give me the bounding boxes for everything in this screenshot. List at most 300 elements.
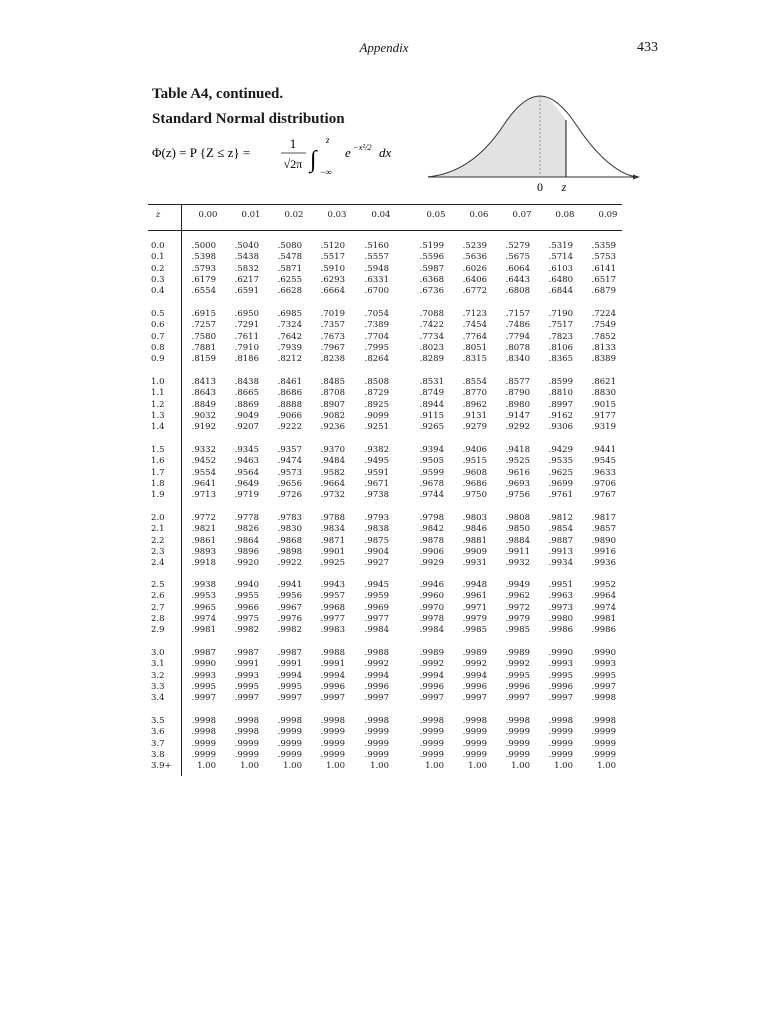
probability-cell: .7549 <box>591 320 616 331</box>
table-top-rule <box>148 204 622 205</box>
probability-cell: .7611 <box>234 331 259 342</box>
probability-column <box>305 648 345 704</box>
probability-cell: .9990 <box>591 648 616 658</box>
probability-cell: .9991 <box>320 659 345 670</box>
probability-column <box>447 309 487 365</box>
probability-cell: .9616 <box>505 467 530 478</box>
probability-cell: .9474 <box>277 456 302 467</box>
probability-cell: .6293 <box>320 274 345 285</box>
page-number: 433 <box>637 40 658 55</box>
probability-cell: .8888 <box>277 399 302 410</box>
probability-cell: .9964 <box>591 591 616 602</box>
probability-cell: .9938 <box>191 580 216 590</box>
probability-cell: .7054 <box>364 309 389 319</box>
z-value: 2.2 <box>151 535 165 546</box>
probability-cell: .9953 <box>191 591 216 602</box>
probability-cell: .9382 <box>364 445 389 455</box>
z-value: 3.3 <box>151 681 165 692</box>
probability-cell: .8315 <box>462 354 487 365</box>
probability-cell: .9959 <box>364 591 389 602</box>
probability-cell: .9997 <box>277 693 302 704</box>
probability-cell: .9995 <box>277 681 302 692</box>
probability-cell: .9761 <box>548 490 573 501</box>
probability-cell: .8686 <box>277 388 302 399</box>
probability-column <box>404 241 444 297</box>
probability-cell: .9995 <box>548 670 573 681</box>
probability-cell: .7324 <box>277 320 302 331</box>
probability-cell: .9971 <box>462 602 487 613</box>
probability-cell: .9850 <box>505 524 530 535</box>
column-header: 0.02 <box>284 210 304 220</box>
probability-cell: .9985 <box>462 625 487 636</box>
probability-cell: .9952 <box>591 580 616 590</box>
probability-cell: .9999 <box>548 738 573 749</box>
probability-cell: .8708 <box>320 388 345 399</box>
probability-cell: 1.00 <box>554 761 573 772</box>
probability-column <box>404 445 444 501</box>
probability-cell: .9968 <box>320 602 345 613</box>
z-value: 1.4 <box>151 422 165 433</box>
probability-cell: .7123 <box>462 309 487 319</box>
probability-cell: .8770 <box>462 388 487 399</box>
probability-cell: .9984 <box>364 625 389 636</box>
probability-cell: .9131 <box>462 410 487 421</box>
probability-cell: .7019 <box>320 309 345 319</box>
probability-cell: .9904 <box>364 546 389 557</box>
probability-cell: .9987 <box>277 648 302 658</box>
z-value: 2.9 <box>151 625 165 636</box>
probability-cell: .5517 <box>320 252 345 263</box>
probability-column <box>349 309 389 365</box>
table-title: Table A4, continued. <box>152 86 284 102</box>
probability-column <box>176 716 216 772</box>
probability-cell: .9987 <box>191 648 216 658</box>
probability-cell: .8729 <box>364 388 389 399</box>
probability-cell: .9878 <box>419 535 444 546</box>
probability-cell: .9999 <box>505 749 530 760</box>
probability-cell: .7704 <box>364 331 389 342</box>
probability-cell: .9989 <box>419 648 444 658</box>
z-value: 3.5 <box>151 716 165 726</box>
probability-column <box>349 241 389 297</box>
probability-cell: .9854 <box>548 524 573 535</box>
probability-cell: .9990 <box>548 648 573 658</box>
probability-cell: .5832 <box>234 263 259 274</box>
probability-cell: .9826 <box>234 524 259 535</box>
probability-cell: .8051 <box>462 342 487 353</box>
probability-cell: .7794 <box>505 331 530 342</box>
probability-cell: .9999 <box>462 738 487 749</box>
probability-cell: .9279 <box>462 422 487 433</box>
probability-cell: .9306 <box>548 422 573 433</box>
probability-column <box>447 445 487 501</box>
probability-cell: .9994 <box>419 670 444 681</box>
z-value: 1.5 <box>151 445 165 455</box>
probability-cell: .9999 <box>591 749 616 760</box>
probability-column <box>305 377 345 433</box>
probability-cell: .9965 <box>191 602 216 613</box>
probability-cell: .9916 <box>591 546 616 557</box>
probability-cell: .9893 <box>191 546 216 557</box>
probability-column <box>305 309 345 365</box>
probability-cell: .9803 <box>462 513 487 523</box>
probability-cell: .7967 <box>320 342 345 353</box>
probability-cell: .9992 <box>505 659 530 670</box>
probability-cell: .9941 <box>277 580 302 590</box>
probability-cell: .7357 <box>320 320 345 331</box>
probability-cell: .5636 <box>462 252 487 263</box>
probability-cell: .9994 <box>462 670 487 681</box>
probability-column <box>349 377 389 433</box>
probability-cell: .8790 <box>505 388 530 399</box>
probability-column <box>447 377 487 433</box>
probability-cell: .9998 <box>191 716 216 726</box>
probability-column <box>404 377 444 433</box>
probability-cell: .9997 <box>419 693 444 704</box>
probability-cell: .9906 <box>419 546 444 557</box>
axis-arrow <box>633 175 640 180</box>
probability-cell: .9887 <box>548 535 573 546</box>
probability-cell: .9999 <box>277 727 302 738</box>
probability-cell: .9495 <box>364 456 389 467</box>
probability-cell: .9864 <box>234 535 259 546</box>
probability-cell: .9918 <box>191 558 216 569</box>
probability-column <box>490 377 530 433</box>
probability-cell: .9686 <box>462 478 487 489</box>
probability-column <box>262 513 302 569</box>
probability-cell: .9319 <box>591 422 616 433</box>
probability-column <box>576 648 616 704</box>
probability-cell: .9699 <box>548 478 573 489</box>
probability-cell: .9996 <box>320 681 345 692</box>
probability-cell: .9991 <box>234 659 259 670</box>
probability-cell: .9998 <box>364 716 389 726</box>
probability-cell: .6554 <box>191 286 216 297</box>
probability-cell: .7995 <box>364 342 389 353</box>
probability-cell: .5398 <box>191 252 216 263</box>
probability-cell: .7823 <box>548 331 573 342</box>
probability-cell: .7734 <box>419 331 444 342</box>
probability-cell: .9535 <box>548 456 573 467</box>
probability-column <box>490 309 530 365</box>
shaded-area <box>428 96 566 177</box>
probability-column <box>176 580 216 636</box>
probability-cell: .6217 <box>234 274 259 285</box>
probability-cell: .9738 <box>364 490 389 501</box>
probability-cell: .9821 <box>191 524 216 535</box>
probability-cell: .7389 <box>364 320 389 331</box>
probability-cell: .9998 <box>591 716 616 726</box>
probability-cell: .9846 <box>462 524 487 535</box>
probability-cell: .9999 <box>419 749 444 760</box>
probability-column <box>305 445 345 501</box>
probability-cell: .9394 <box>419 445 444 455</box>
probability-column <box>533 445 573 501</box>
probability-cell: .9999 <box>364 749 389 760</box>
probability-cell: .9066 <box>277 410 302 421</box>
probability-cell: .8554 <box>462 377 487 387</box>
zero-label: 0 <box>537 180 543 194</box>
probability-cell: .5987 <box>419 263 444 274</box>
probability-cell: .8599 <box>548 377 573 387</box>
formula-denominator: √2π <box>283 157 303 171</box>
probability-cell: .9573 <box>277 467 302 478</box>
probability-cell: .9988 <box>364 648 389 658</box>
probability-column <box>576 580 616 636</box>
probability-cell: .9909 <box>462 546 487 557</box>
probability-column <box>176 648 216 704</box>
probability-cell: .7291 <box>234 320 259 331</box>
probability-cell: .9993 <box>548 659 573 670</box>
probability-cell: .7910 <box>234 342 259 353</box>
probability-cell: .9929 <box>419 558 444 569</box>
table-subtitle: Standard Normal distribution <box>152 111 345 127</box>
column-header: 0.04 <box>371 210 391 220</box>
probability-cell: .9032 <box>191 410 216 421</box>
probability-column <box>533 513 573 569</box>
probability-cell: .9999 <box>234 749 259 760</box>
probability-cell: .9999 <box>505 727 530 738</box>
probability-column <box>219 580 259 636</box>
z-value: 1.2 <box>151 399 165 410</box>
integral-sign: ∫ <box>310 147 317 173</box>
probability-cell: .9999 <box>462 749 487 760</box>
probability-cell: .8665 <box>234 388 259 399</box>
probability-cell: .6664 <box>320 286 345 297</box>
probability-cell: .6368 <box>419 274 444 285</box>
z-values <box>151 513 165 569</box>
probability-cell: .9370 <box>320 445 345 455</box>
probability-cell: .9834 <box>320 524 345 535</box>
formula-dx: dx <box>379 145 392 160</box>
probability-column <box>490 241 530 297</box>
z-value: 0.7 <box>151 331 165 342</box>
probability-cell: .9913 <box>548 546 573 557</box>
probability-cell: .6950 <box>234 309 259 319</box>
probability-column <box>447 513 487 569</box>
probability-cell: .8810 <box>548 388 573 399</box>
probability-column <box>262 648 302 704</box>
probability-cell: .9999 <box>277 738 302 749</box>
probability-column <box>349 580 389 636</box>
probability-cell: .8186 <box>234 354 259 365</box>
integral-upper: z <box>326 135 330 145</box>
probability-cell: .9963 <box>548 591 573 602</box>
probability-column <box>262 241 302 297</box>
probability-cell: .8869 <box>234 399 259 410</box>
probability-cell: .6064 <box>505 263 530 274</box>
probability-cell: .6844 <box>548 286 573 297</box>
z-values <box>151 580 165 636</box>
probability-cell: .9990 <box>191 659 216 670</box>
probability-column <box>219 445 259 501</box>
probability-cell: .9838 <box>364 524 389 535</box>
probability-cell: .9940 <box>234 580 259 590</box>
probability-cell: .9994 <box>320 670 345 681</box>
probability-cell: .9943 <box>320 580 345 590</box>
probability-column <box>490 445 530 501</box>
probability-column <box>219 513 259 569</box>
probability-cell: .9999 <box>191 738 216 749</box>
probability-cell: .6808 <box>505 286 530 297</box>
probability-cell: .9890 <box>591 535 616 546</box>
probability-cell: .9999 <box>548 749 573 760</box>
probability-column <box>447 716 487 772</box>
z-value: 2.6 <box>151 591 165 602</box>
probability-column <box>533 716 573 772</box>
probability-cell: .9973 <box>548 602 573 613</box>
probability-cell: .9996 <box>548 681 573 692</box>
probability-cell: .9783 <box>277 513 302 523</box>
probability-cell: .9357 <box>277 445 302 455</box>
probability-cell: .9988 <box>320 648 345 658</box>
probability-cell: .7881 <box>191 342 216 353</box>
probability-cell: .9996 <box>419 681 444 692</box>
probability-cell: .9664 <box>320 478 345 489</box>
probability-cell: .9987 <box>234 648 259 658</box>
z-value: 1.8 <box>151 478 165 489</box>
probability-cell: .5793 <box>191 263 216 274</box>
probability-column <box>490 580 530 636</box>
probability-cell: .8944 <box>419 399 444 410</box>
probability-cell: .9999 <box>419 738 444 749</box>
probability-cell: .9830 <box>277 524 302 535</box>
probability-cell: .8925 <box>364 399 389 410</box>
probability-cell: .9463 <box>234 456 259 467</box>
normal-curve-figure <box>428 88 640 196</box>
z-value: 2.5 <box>151 580 165 590</box>
z-value: 0.9 <box>151 354 165 365</box>
probability-cell: .9625 <box>548 467 573 478</box>
z-value: 0.4 <box>151 286 165 297</box>
probability-cell: .9345 <box>234 445 259 455</box>
z-value: 3.9+ <box>151 761 172 772</box>
probability-cell: .9999 <box>505 738 530 749</box>
probability-cell: .8997 <box>548 399 573 410</box>
probability-cell: .9922 <box>277 558 302 569</box>
probability-cell: .9997 <box>191 693 216 704</box>
z-value: 0.8 <box>151 342 165 353</box>
probability-column <box>404 716 444 772</box>
probability-cell: .9995 <box>191 681 216 692</box>
column-header: 0.05 <box>426 210 446 220</box>
probability-cell: .8907 <box>320 399 345 410</box>
probability-cell: .6772 <box>462 286 487 297</box>
probability-cell: .9932 <box>505 558 530 569</box>
probability-column <box>490 648 530 704</box>
probability-cell: .6985 <box>277 309 302 319</box>
probability-cell: .9949 <box>505 580 530 590</box>
probability-cell: .9429 <box>548 445 573 455</box>
probability-cell: .9951 <box>548 580 573 590</box>
probability-cell: .9925 <box>320 558 345 569</box>
z-values <box>151 377 165 433</box>
probability-cell: .9332 <box>191 445 216 455</box>
probability-cell: .9997 <box>548 693 573 704</box>
probability-cell: .9931 <box>462 558 487 569</box>
z-value: 2.1 <box>151 524 165 535</box>
probability-cell: .9808 <box>505 513 530 523</box>
probability-cell: 1.00 <box>326 761 345 772</box>
probability-cell: .5120 <box>320 241 345 251</box>
probability-cell: .9406 <box>462 445 487 455</box>
z-value: 0.2 <box>151 263 165 274</box>
probability-cell: .9812 <box>548 513 573 523</box>
probability-cell: .7486 <box>505 320 530 331</box>
probability-cell: .9265 <box>419 422 444 433</box>
probability-column <box>305 513 345 569</box>
probability-cell: .9998 <box>462 716 487 726</box>
running-header: Appendix <box>359 40 409 55</box>
probability-cell: .5478 <box>277 252 302 263</box>
probability-cell: .9994 <box>277 670 302 681</box>
probability-cell: .7642 <box>277 331 302 342</box>
probability-column <box>219 648 259 704</box>
probability-cell: .9207 <box>234 422 259 433</box>
probability-cell: .8264 <box>364 354 389 365</box>
probability-column <box>490 716 530 772</box>
probability-cell: .9993 <box>191 670 216 681</box>
probability-cell: .7422 <box>419 320 444 331</box>
probability-cell: .9857 <box>591 524 616 535</box>
column-header: 0.08 <box>555 210 575 220</box>
probability-cell: .8438 <box>234 377 259 387</box>
probability-cell: .9984 <box>419 625 444 636</box>
probability-cell: .6591 <box>234 286 259 297</box>
z-value: 1.3 <box>151 410 165 421</box>
z-values <box>151 716 172 772</box>
probability-cell: .9997 <box>320 693 345 704</box>
probability-column <box>576 445 616 501</box>
probability-column <box>533 580 573 636</box>
probability-cell: .9989 <box>505 648 530 658</box>
probability-cell: 1.00 <box>240 761 259 772</box>
probability-column <box>305 716 345 772</box>
probability-cell: .9998 <box>234 727 259 738</box>
probability-cell: .9934 <box>548 558 573 569</box>
probability-cell: .9772 <box>191 513 216 523</box>
z-column-header: z <box>155 210 161 220</box>
probability-cell: .5438 <box>234 252 259 263</box>
probability-cell: .7224 <box>591 309 616 319</box>
probability-cell: .9962 <box>505 591 530 602</box>
probability-cell: .8389 <box>591 354 616 365</box>
probability-cell: .9982 <box>234 625 259 636</box>
probability-cell: .9975 <box>234 613 259 624</box>
probability-column <box>447 580 487 636</box>
probability-cell: .5714 <box>548 252 573 263</box>
probability-column <box>349 445 389 501</box>
probability-cell: .7088 <box>419 309 444 319</box>
column-header: 0.07 <box>512 210 532 220</box>
probability-cell: .9981 <box>191 625 216 636</box>
probability-cell: .9956 <box>277 591 302 602</box>
probability-cell: .9767 <box>591 490 616 501</box>
formula-exponent: −x²/2 <box>353 142 372 152</box>
probability-cell: .9817 <box>591 513 616 523</box>
probability-cell: .6879 <box>591 286 616 297</box>
probability-column <box>447 241 487 297</box>
probability-cell: .9750 <box>462 490 487 501</box>
probability-cell: .9222 <box>277 422 302 433</box>
probability-cell: .9986 <box>548 625 573 636</box>
column-header: 0.03 <box>327 210 347 220</box>
probability-cell: .9706 <box>591 478 616 489</box>
probability-cell: .9989 <box>462 648 487 658</box>
probability-cell: .8133 <box>591 342 616 353</box>
probability-cell: .6179 <box>191 274 216 285</box>
probability-cell: .5948 <box>364 263 389 274</box>
